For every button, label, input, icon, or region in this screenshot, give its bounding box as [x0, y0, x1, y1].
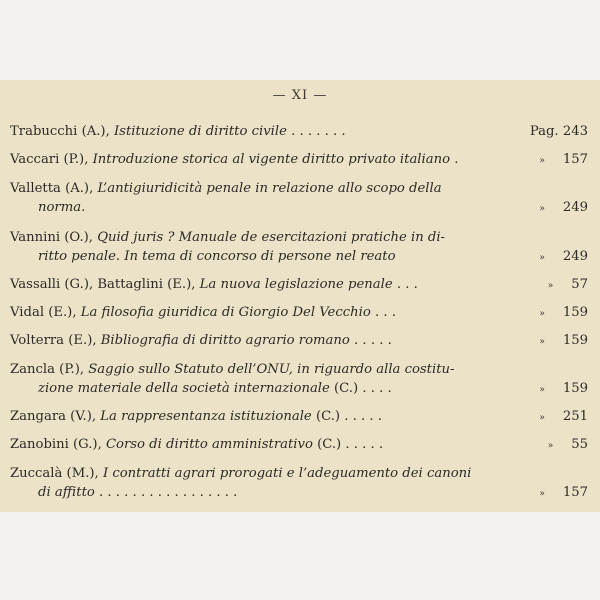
entry-title: Quid juris ? Manuale de esercitazioni pratiche in di- [97, 230, 446, 245]
leader-dots: . . . . . . . [286, 124, 346, 139]
page-number: 159 [562, 381, 588, 396]
entry-title: La nuova legislazione penale [199, 277, 393, 292]
leader-dots: . . . . . [340, 409, 382, 424]
page-number: 55 [571, 437, 588, 452]
entry-suffix: (C.) [311, 409, 341, 424]
page-number: 159 [562, 305, 588, 320]
entry-author: Zanobini (G.), [10, 437, 106, 452]
entry-author: Vassalli (G.), Battaglini (E.), [10, 277, 200, 292]
page-number: 251 [562, 409, 588, 424]
entry-title: La rappresentanza istituzionale [100, 409, 312, 424]
entry-suffix: (C.) [329, 381, 359, 396]
leader-dots: . . . [370, 305, 396, 320]
entry-author: Zancla (P.), [10, 362, 89, 377]
entry-author: Trabucchi (A.), [10, 124, 114, 139]
page-prefix: » [539, 489, 545, 499]
entry-suffix: (C.) [312, 437, 342, 452]
index-entry [10, 228, 590, 266]
page-number: 243 [562, 124, 588, 139]
entry-title: I contratti agrari prorogati e l’adeguamento dei canoni [102, 466, 472, 481]
page-prefix: » [539, 309, 545, 319]
page-header-numeral: — XI — [272, 88, 328, 103]
page-number: 249 [562, 249, 588, 264]
index-entry [10, 303, 590, 322]
page-prefix: Pag. [529, 124, 559, 139]
entry-title-cont: di affitto [38, 485, 95, 500]
entry-title: Corso di diritto amministrativo [105, 437, 313, 452]
page-prefix: » [547, 441, 554, 451]
entry-title: Bibliografia di diritto agrario romano [100, 333, 350, 348]
entry-author: Valletta (A.), [10, 181, 98, 196]
page-number: 57 [571, 277, 588, 292]
page-prefix: » [539, 156, 545, 166]
leader-dots: . [450, 152, 459, 167]
index-entry [10, 360, 590, 398]
page-prefix: » [539, 204, 545, 214]
entry-author: Vannini (O.), [10, 230, 98, 245]
page-prefix: » [539, 337, 545, 347]
entry-title: Introduzione storica al vigente diritto privato italiano [92, 152, 451, 167]
index-entry [10, 435, 590, 454]
entry-author: Vaccari (P.), [10, 152, 93, 167]
index-entry [10, 122, 590, 141]
entry-title-cont: ritto penale. In tema di concorso di persone nel reato [38, 249, 396, 264]
book-page [0, 80, 600, 512]
page-prefix: » [539, 413, 545, 423]
entry-author: Zangara (V.), [10, 409, 101, 424]
page-number: 159 [562, 333, 588, 348]
entry-author: Volterra (E.), [10, 333, 101, 348]
leader-dots: . . . [392, 277, 418, 292]
page-number: 157 [562, 485, 588, 500]
page-number: 157 [562, 152, 588, 167]
entry-author: Vidal (E.), [10, 305, 81, 320]
page-number: 249 [562, 200, 588, 215]
page-prefix: » [547, 281, 554, 291]
entry-title: Istituzione di diritto civile [113, 124, 287, 139]
index-entry [10, 179, 590, 217]
entry-author: Zuccalà (M.), [10, 466, 103, 481]
entry-title: La filosofia giuridica di Giorgio Del Vecchio [80, 305, 371, 320]
entry-title: Saggio sullo Statuto dell’ONU, in riguardo alla costitu- [88, 362, 455, 377]
index-entry [10, 407, 590, 426]
index-entry [10, 275, 590, 294]
page-prefix: » [539, 385, 545, 395]
page-prefix: » [539, 253, 545, 263]
entry-title-cont: norma. [38, 200, 86, 215]
index-entry [10, 331, 590, 350]
leader-dots: . . . . . [349, 333, 392, 348]
entry-title: L’antigiuridicità penale in relazione allo scopo della [97, 181, 442, 196]
entry-title-cont: zione materiale della società internazionale [38, 381, 330, 396]
leader-dots: . . . . . . . . . . . . . . . . . [94, 485, 238, 500]
leader-dots: . . . . [358, 381, 392, 396]
index-entry [10, 150, 590, 169]
leader-dots: . . . . . [341, 437, 384, 452]
index-entry [10, 464, 590, 502]
